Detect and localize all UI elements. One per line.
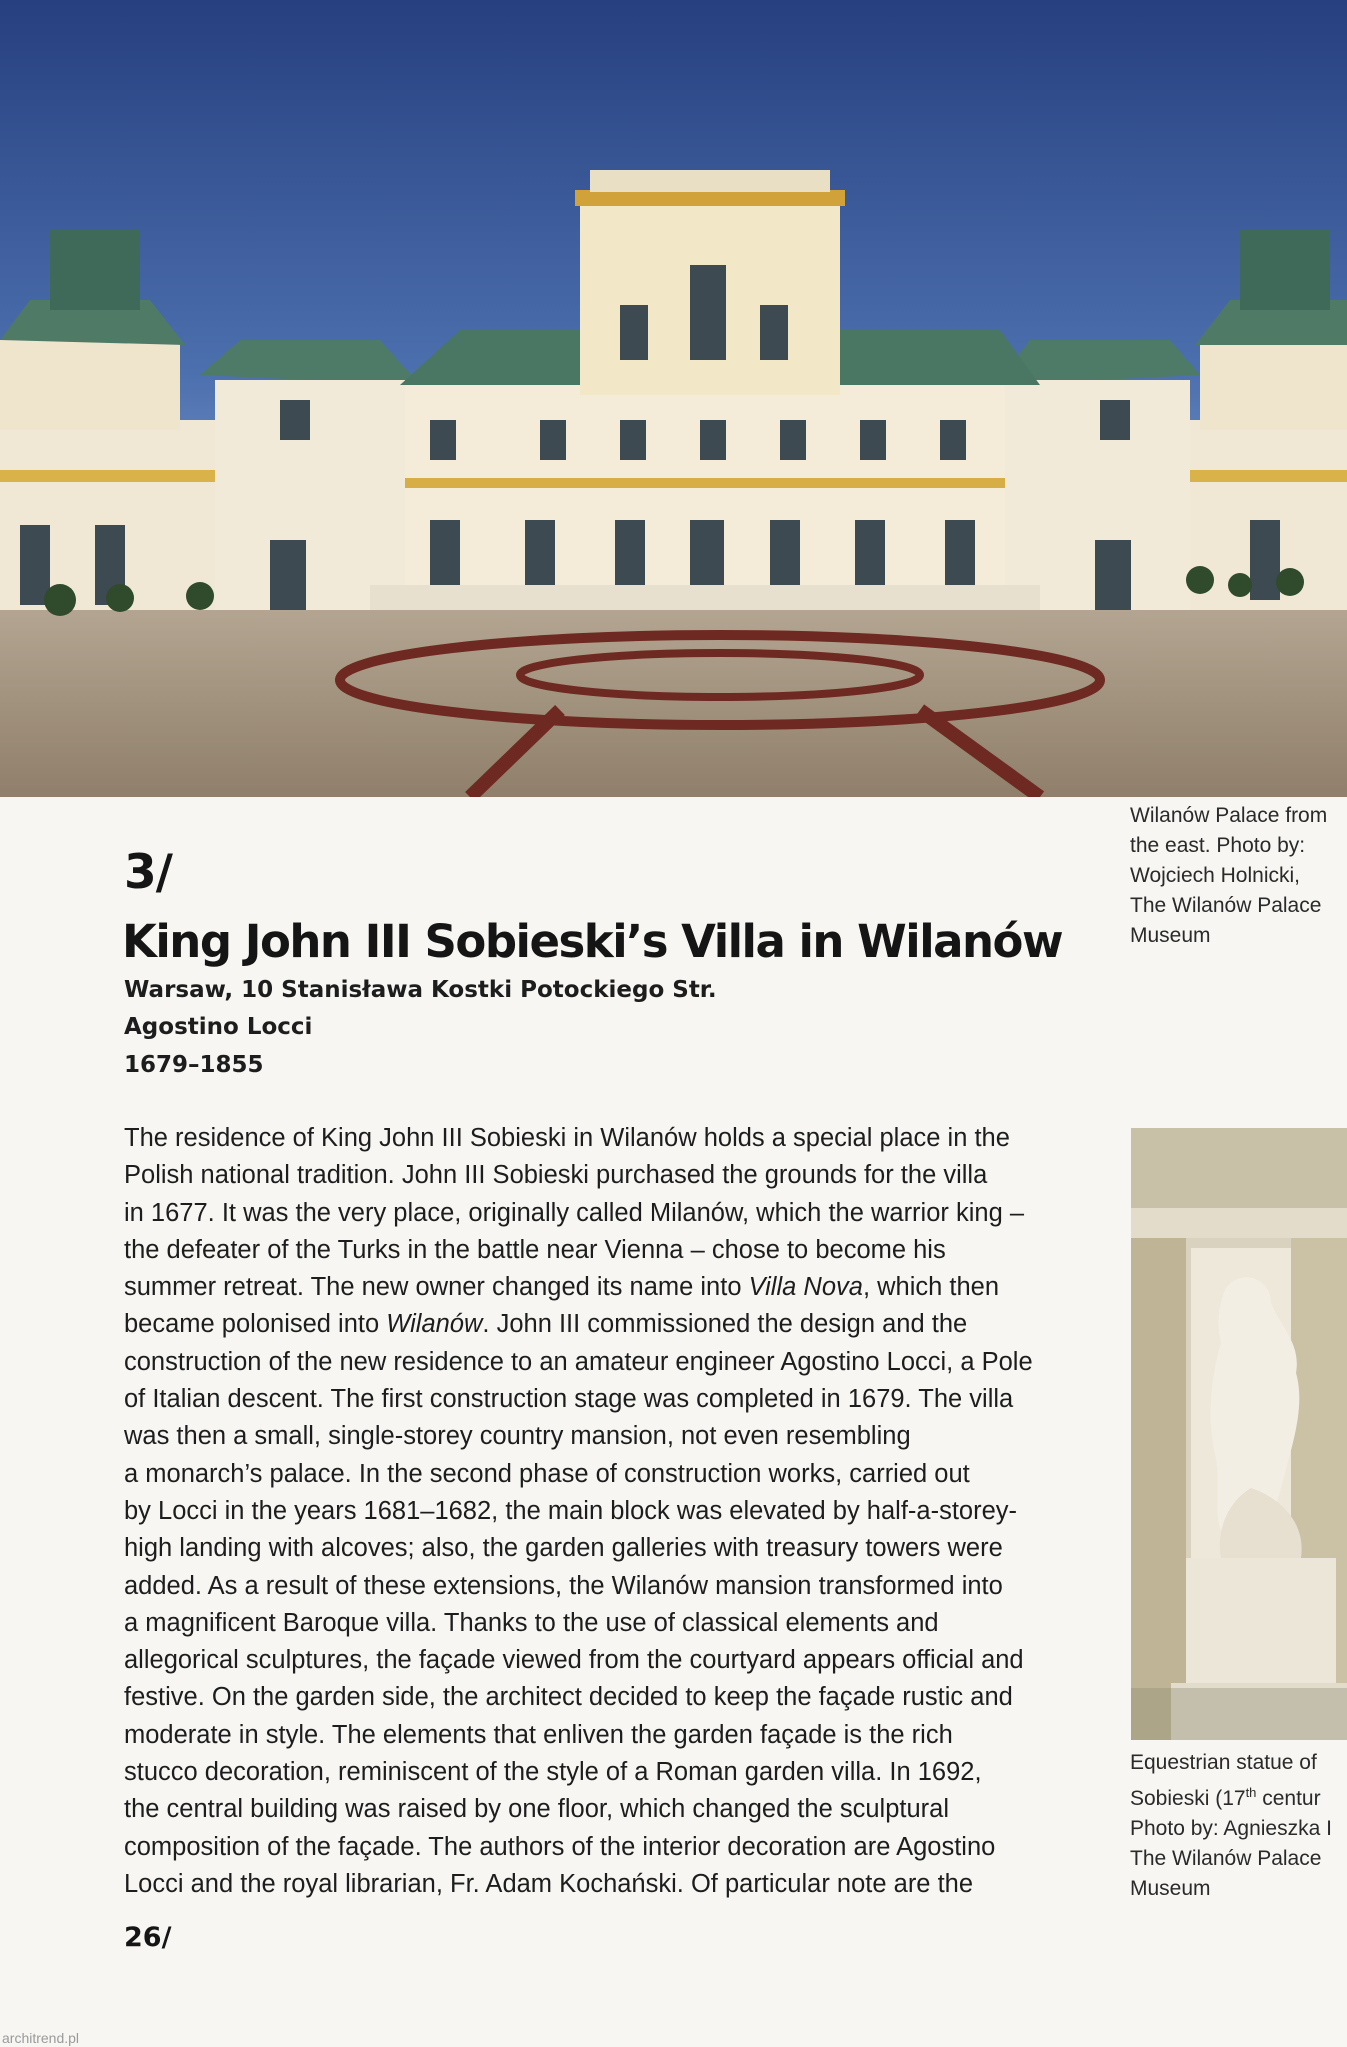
- statue-caption-line2-suffix: centur: [1256, 1787, 1321, 1810]
- wilanow-palace-illustration: [0, 0, 1347, 797]
- statue-caption-line2-prefix: Sobieski (17: [1130, 1787, 1246, 1810]
- statue-caption-line1: Equestrian statue of: [1130, 1751, 1317, 1774]
- statue-illustration: [1131, 1128, 1347, 1740]
- equestrian-statue-photo: [1131, 1128, 1347, 1740]
- body-line: added. As a result of these extensions, the Wilanów mansion transformed into: [124, 1571, 1003, 1600]
- hero-photo-caption: Wilanów Palace from the east. Photo by: Wojciech Holnicki, The Wilanów Palace Museum: [1130, 804, 1328, 947]
- body-line: a monarch’s palace. In the second phase of construction works, carried out: [124, 1459, 970, 1488]
- section-number: 3/: [124, 845, 172, 900]
- body-line: was then a small, single-storey country mansion, not even resembling: [124, 1422, 911, 1451]
- body-line: composition of the façade. The authors of the interior decoration are Agostino: [124, 1832, 996, 1861]
- body-line-text: . John III commissioned the design and the: [482, 1310, 968, 1339]
- body-line-text: , which then: [862, 1273, 1000, 1302]
- article-address: Warsaw, 10 Stanisława Kostki Potockiego Str.: [124, 977, 717, 1003]
- article-body: [124, 1120, 1124, 1903]
- article-architect: Agostino Locci: [124, 1014, 313, 1040]
- body-line: [124, 1269, 1124, 1306]
- body-line: [124, 1306, 1124, 1343]
- page-number: 26/: [124, 1922, 172, 1953]
- body-line: the central building was raised by one floor, which changed the sculptural: [124, 1795, 950, 1824]
- body-line: in 1677. It was the very place, originally called Milanów, which the warrior king –: [124, 1198, 1025, 1227]
- body-line-text: summer retreat. The new owner changed its name into: [124, 1273, 749, 1302]
- article-title: King John III Sobieski’s Villa in Wilanów: [122, 915, 1063, 968]
- body-line: a magnificent Baroque villa. Thanks to the use of classical elements and: [124, 1608, 939, 1637]
- body-line: the defeater of the Turks in the battle near Vienna – chose to become his: [124, 1235, 946, 1264]
- body-line: moderate in style. The elements that enliven the garden façade is the rich: [124, 1720, 953, 1749]
- body-line: of Italian descent. The first construction stage was completed in 1679. The villa: [124, 1385, 1014, 1414]
- statue-caption-rest: Photo by: Agnieszka I The Wilanów Palace Museum: [1130, 1817, 1332, 1900]
- body-line: Locci and the royal librarian, Fr. Adam Kochański. Of particular note are the: [124, 1869, 974, 1898]
- italic-villa-nova: Villa Nova: [748, 1273, 863, 1302]
- body-line: allegorical sculptures, the façade viewed from the courtyard appears official and: [124, 1646, 1024, 1675]
- body-line: construction of the new residence to an amateur engineer Agostino Locci, a Pole: [124, 1347, 1033, 1376]
- hero-photo: [0, 0, 1347, 797]
- statue-photo-caption: [1130, 1748, 1347, 1904]
- body-line: The residence of King John III Sobieski in Wilanów holds a special place in the: [124, 1124, 1010, 1152]
- statue-caption-superscript: th: [1245, 1785, 1257, 1800]
- article-years: 1679–1855: [124, 1052, 264, 1078]
- body-line: high landing with alcoves; also, the garden galleries with treasury towers were: [124, 1534, 1003, 1563]
- body-line: stucco decoration, reminiscent of the style of a Roman garden villa. In 1692,: [124, 1758, 982, 1787]
- watermark: architrend.pl: [2, 2030, 80, 2046]
- body-line: Polish national tradition. John III Sobieski purchased the grounds for the villa: [124, 1161, 988, 1190]
- body-line-text: became polonised into: [124, 1310, 387, 1339]
- body-line: festive. On the garden side, the architect decided to keep the façade rustic and: [124, 1683, 1013, 1712]
- italic-wilanow: Wilanów: [386, 1310, 483, 1339]
- body-line: by Locci in the years 1681–1682, the main block was elevated by half-a-storey-: [124, 1496, 1017, 1525]
